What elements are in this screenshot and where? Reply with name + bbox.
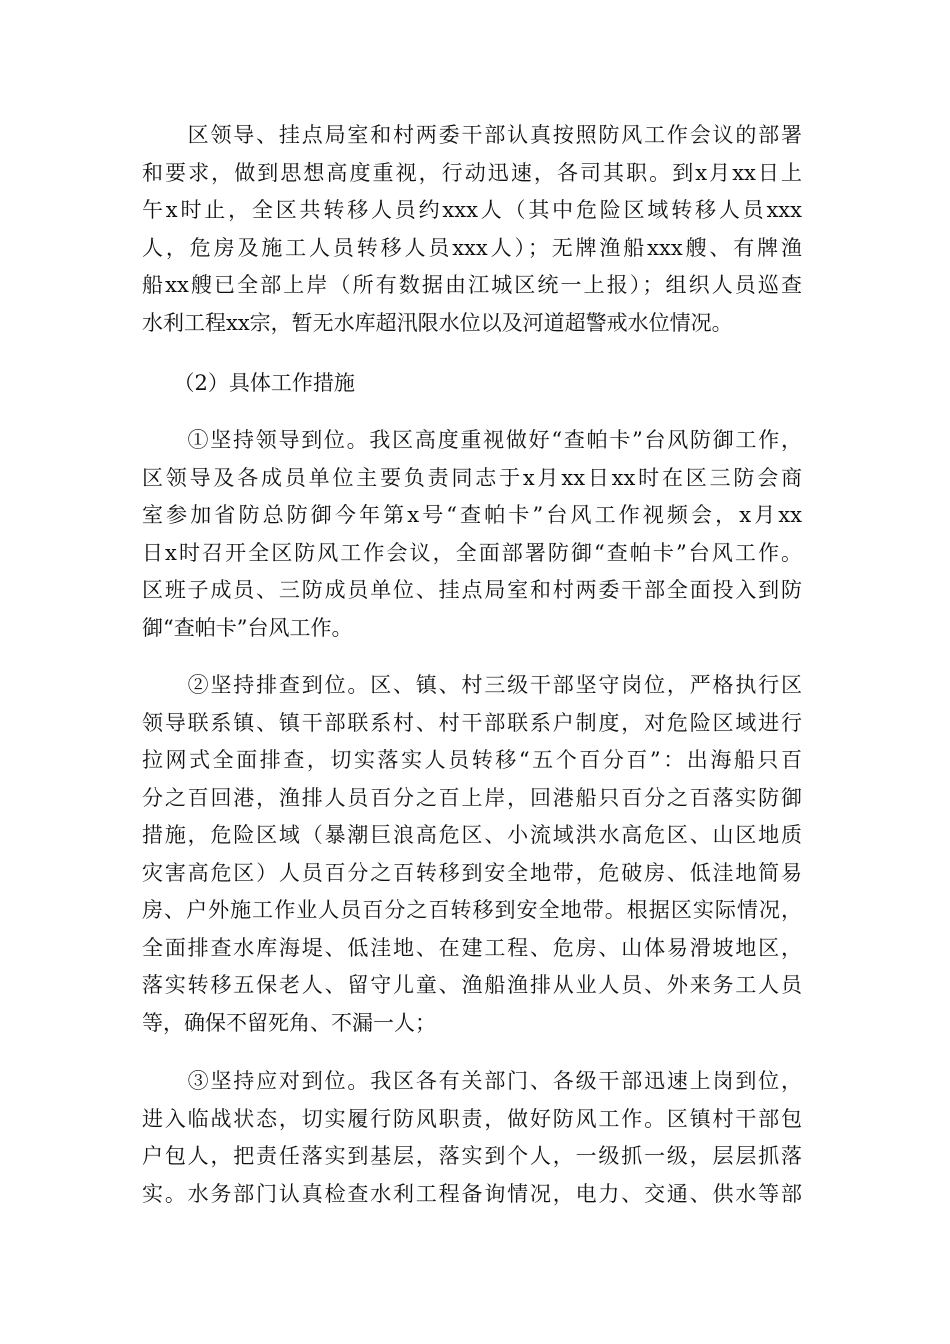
- text-line: 船xx艘已全部上岸（所有数据由江城区统一上报）；组织人员巡查: [142, 273, 802, 297]
- text-line: 区班子成员、三防成员单位、挂点局室和村两委干部全面投入到防: [142, 578, 802, 602]
- text-line: 拉网式全面排查，切实落实人员转移“五个百分百”：出海船只百: [142, 748, 802, 772]
- text-line: ②坚持排查到位。区、镇、村三级干部坚守岗位，严格执行区: [142, 673, 802, 697]
- heading-text: （2）具体工作措施: [142, 371, 355, 395]
- text-line: 进入临战状态，切实履行防风职责，做好防风工作。区镇村干部包: [142, 1106, 802, 1131]
- text-line: 御“查帕卡”台风工作。: [142, 615, 353, 640]
- text-line: 等，确保不留死角、不漏一人；: [142, 1010, 436, 1035]
- text-line: 人，危房及施工人员转移人员xxx人）；无牌渔船xxx艘、有牌渔: [142, 235, 802, 260]
- paragraph-summary: [142, 117, 802, 342]
- paragraph-leadership: [142, 422, 802, 647]
- text-line: 领导联系镇、镇干部联系村、村干部联系户制度，对危险区域进行: [142, 710, 802, 735]
- text-line: 和要求，做到思想高度重视，行动迅速，各司其职。到x月xx日上: [142, 160, 802, 185]
- text-line: 室参加省防总防御今年第x号“查帕卡”台风工作视频会，x月xx: [142, 503, 802, 527]
- text-line: 户包人，把责任落实到基层，落实到个人，一级抓一级，层层抓落: [142, 1144, 802, 1168]
- text-line: 全面排查水库海堤、低洼地、在建工程、危房、山体易滑坡地区，: [142, 935, 802, 960]
- text-line: 日x时召开全区防风工作会议，全面部署防御“查帕卡”台风工作。: [142, 540, 802, 565]
- text-line: 区领导、挂点局室和村两委干部认真按照防风工作会议的部署: [142, 123, 802, 147]
- text-line: ①坚持领导到位。我区高度重视做好“查帕卡”台风防御工作，: [142, 428, 802, 452]
- text-line: ③坚持应对到位。我区各有关部门、各级干部迅速上岗到位，: [142, 1069, 802, 1093]
- text-line: 房、户外施工作业人员百分之百转移到安全地带。根据区实际情况，: [142, 898, 802, 922]
- text-line: 灾害高危区）人员百分之百转移到安全地带，危破房、低洼地简易: [142, 860, 802, 885]
- text-line: 实。水务部门认真检查水利工程备询情况，电力、交通、供水等部: [142, 1181, 802, 1206]
- text-line: 午x时止，全区共转移人员约xxx人（其中危险区域转移人员xxx: [142, 198, 802, 222]
- text-line: 分之百回港，渔排人员百分之百上岸，回港船只百分之百落实防御: [142, 785, 802, 810]
- text-line: 水利工程xx宗，暂无水库超汛限水位以及河道超警戒水位情况。: [142, 310, 733, 335]
- paragraph-inspection: [142, 667, 802, 1042]
- text-line: 措施，危险区域（暴潮巨浪高危区、小流域洪水高危区、山区地质: [142, 823, 802, 847]
- text-line: 落实转移五保老人、留守儿童、渔船渔排从业人员、外来务工人员: [142, 973, 802, 997]
- text-line: 区领导及各成员单位主要负责同志于x月xx日xx时在区三防会商: [142, 465, 802, 490]
- paragraph-response: [142, 1063, 802, 1213]
- section-heading: [142, 365, 802, 403]
